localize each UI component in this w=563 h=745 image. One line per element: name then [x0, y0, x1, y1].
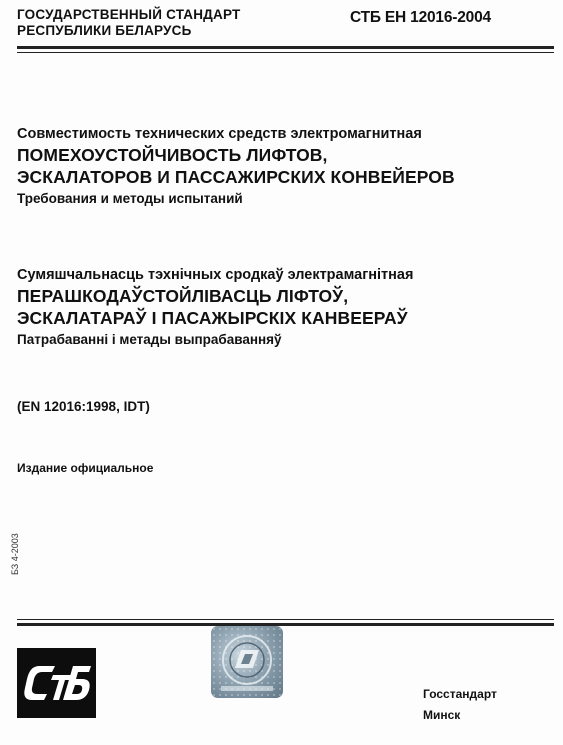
side-catalog-code: БЗ 4-2003: [10, 533, 20, 575]
belarusian-title-line-2: ЭСКАЛАТАРАЎ І ПАСАЖЫРСКІХ КАНВЕЕРАЎ: [17, 308, 408, 328]
russian-subtitle: Требования и методы испытаний: [17, 191, 243, 206]
org-line-1: ГОСУДАРСТВЕННЫЙ СТАНДАРТ: [17, 7, 241, 22]
footer-rule-thick: [17, 623, 554, 626]
standard-org-header: [17, 7, 240, 39]
belarusian-title-block: [17, 267, 547, 348]
belarusian-subtitle: Патрабаванні і метады выпрабаванняў: [17, 332, 282, 347]
belarusian-subject: Сумяшчальнасць тэхнічных сродкаў электрамагнітная: [17, 267, 414, 283]
publisher-block: [423, 684, 497, 726]
header-rule-thin: [17, 52, 554, 53]
header-rule-thick: [17, 46, 554, 49]
edition-note: Издание официальное: [17, 461, 154, 475]
adoption-reference: (EN 12016:1998, IDT): [17, 399, 150, 414]
standard-code: СТБ ЕН 12016-2004: [350, 9, 491, 26]
stb-logo-icon: [17, 648, 96, 718]
publisher-name: Госстандарт: [423, 687, 497, 701]
publisher-city: Минск: [423, 708, 461, 722]
russian-title-line-1: ПОМЕХОУСТОЙЧИВОСТЬ ЛИФТОВ,: [17, 145, 328, 165]
russian-title-line-2: ЭСКАЛАТОРОВ И ПАССАЖИРСКИХ КОНВЕЙЕРОВ: [17, 167, 455, 187]
org-line-2: РЕСПУБЛИКИ БЕЛАРУСЬ: [17, 23, 192, 38]
russian-title-block: [17, 126, 547, 207]
russian-subject: Совместимость технических средств электромагнитная: [17, 126, 422, 142]
hologram-seal-icon: [211, 626, 283, 698]
footer-rule-thin: [17, 619, 554, 620]
belarusian-title-line-1: ПЕРАШКОДАЎСТОЙЛІВАСЦЬ ЛІФТОЎ,: [17, 286, 349, 306]
